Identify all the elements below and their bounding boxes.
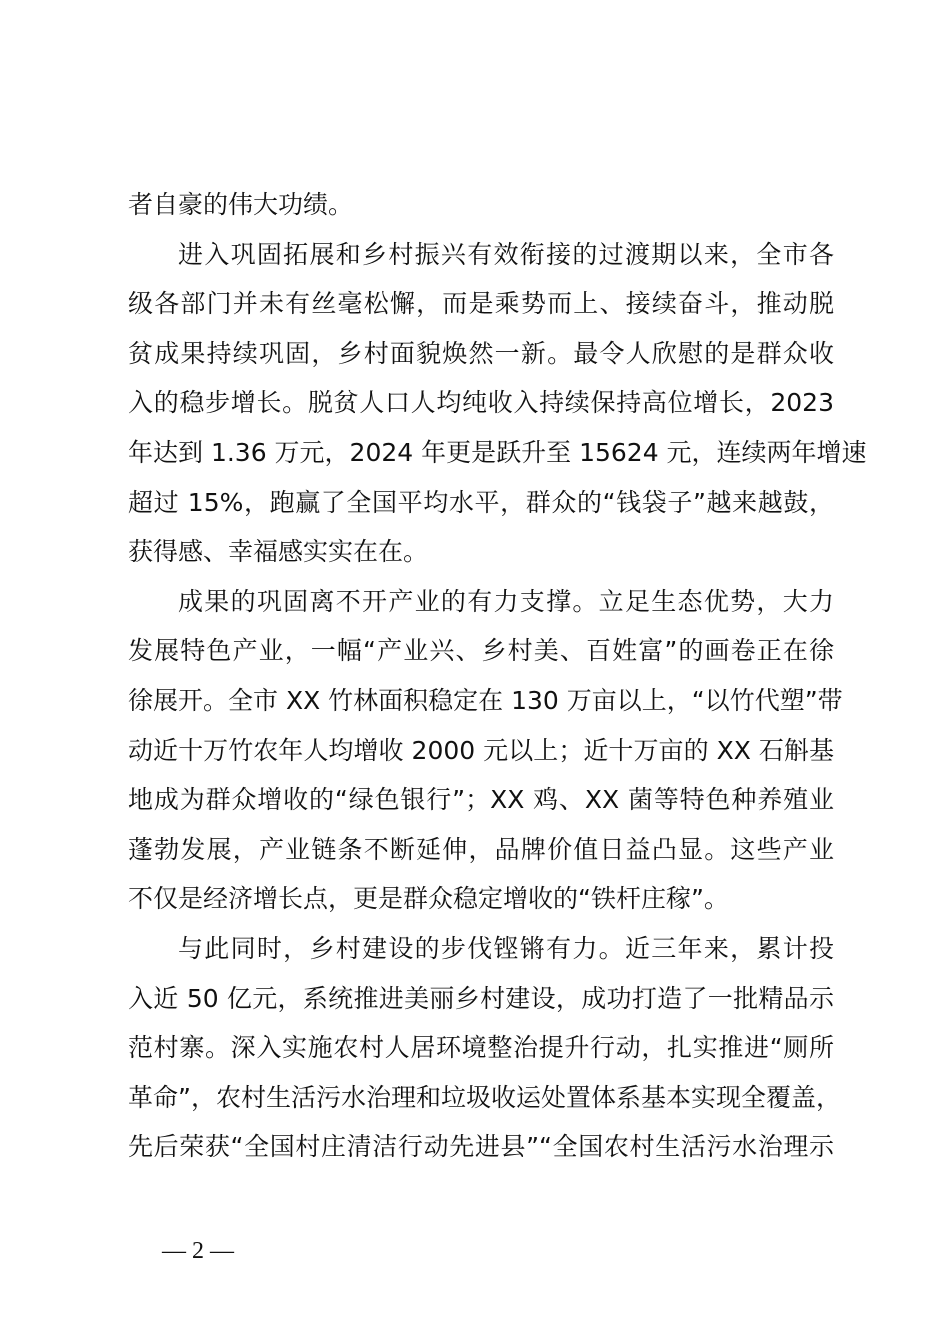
text-line: 蓬勃发展，产业链条不断延伸，品牌价值日益凸显。这些产业 [128,834,834,864]
text-line: 地成为群众增收的“绿色银行”；XX 鸡、XX 菌等特色种养殖业 [128,785,834,815]
text-line: 者自豪的伟大功绩。 [128,190,354,219]
text-line: 级各部门并未有丝毫松懈，而是乘势而上、接续奋斗，推动脱 [128,289,834,319]
text-line: 徐展开。全市 XX 竹林面积稳定在 130 万亩以上，“以竹代塑”带 [128,685,843,715]
text-line: 获得感、幸福感实实在在。 [128,537,429,567]
text-line: 与此同时，乡村建设的步伐铿锵有力。近三年来，累计投 [178,933,834,963]
paragraph [128,180,834,230]
text-line: 年达到 1.36 万元，2024 年更是跃升至 15624 元，连续两年增速 [128,437,867,467]
text-line: 进入巩固拓展和乡村振兴有效衔接的过渡期以来，全市各 [178,239,834,269]
paragraph [128,230,867,577]
text-line: 发展特色产业，一幅“产业兴、乡村美、百姓富”的画卷正在徐 [128,636,834,666]
text-line: 范村寨。深入实施农村人居环境整治提升行动，扎实推进“厕所 [128,1033,834,1063]
text-line: 超过 15%，跑赢了全国平均水平，群众的“钱袋子”越来越鼓， [128,487,834,517]
paragraph [128,577,843,924]
text-line: 动近十万竹农年人均增收 2000 元以上；近十万亩的 XX 石斛基 [128,735,834,765]
text-line: 入的稳步增长。脱贫人口人均纯收入持续保持高位增长，2023 [128,388,834,418]
text-line: 先后荣获“全国村庄清洁行动先进县”“全国农村生活污水治理示 [128,1132,834,1162]
text-line: 不仅是经济增长点，更是群众稳定增收的“铁杆庄稼”。 [128,884,729,914]
text-line: 入近 50 亿元，系统推进美丽乡村建设，成功打造了一批精品示 [128,983,834,1013]
text-line: 成果的巩固离不开产业的有力支撑。立足生态优势，大力 [178,586,834,616]
document-body [128,180,867,1172]
page-number: — 2 — [162,1238,234,1264]
text-line: 贫成果持续巩固，乡村面貌焕然一新。最令人欣慰的是群众收 [128,338,834,368]
text-line: 革命”，农村生活污水治理和垃圾收运处置体系基本实现全覆盖， [128,1082,841,1112]
paragraph [128,924,841,1172]
